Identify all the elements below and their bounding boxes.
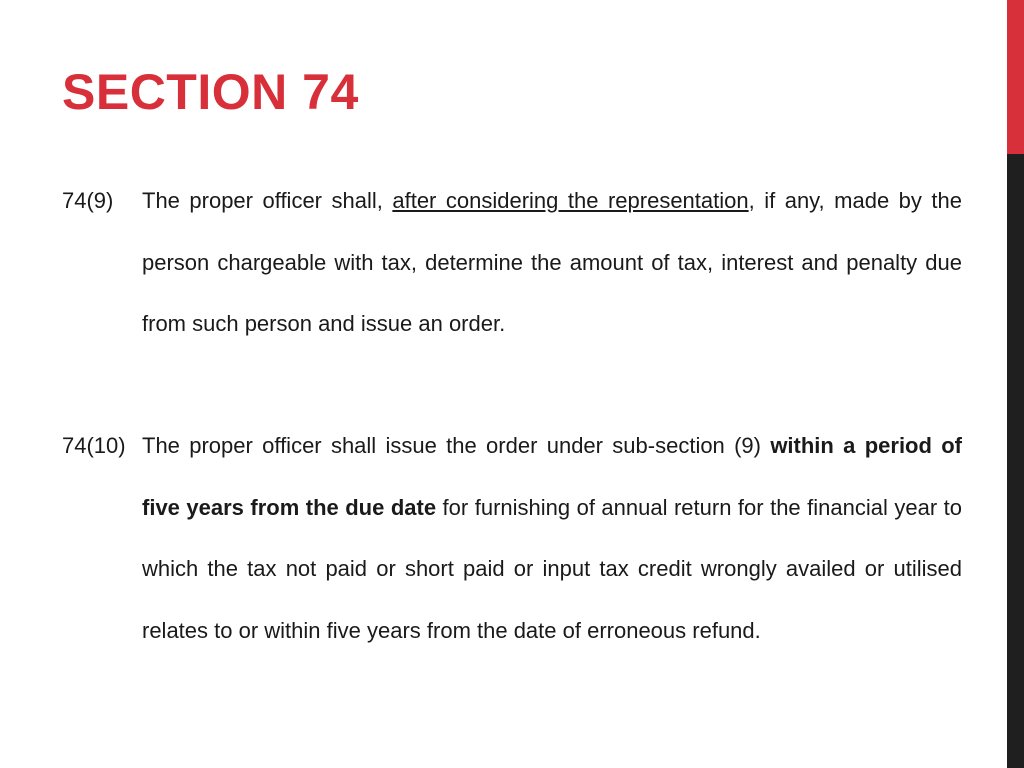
accent-bar-dark	[1007, 154, 1024, 768]
clause-number: 74(10)	[62, 433, 126, 458]
accent-bar-red	[1007, 0, 1024, 154]
clause-text-underlined: after considering the representation	[392, 188, 749, 213]
slide-title: SECTION 74	[62, 64, 359, 120]
clause-text	[142, 415, 962, 661]
clause-text-bold: within a period of five years from the due date	[142, 433, 963, 520]
clause-text	[142, 170, 962, 355]
clause-text-segment: , if any, made by the person chargeable with tax, determine the amount of tax, interest and penalty due from such person and issue an order.	[142, 188, 962, 336]
clause-text-segment: The proper officer shall issue the order under sub-section (9)	[142, 433, 771, 458]
clause-number: 74(9)	[62, 188, 114, 213]
clause-text-segment: for furnishing of annual return for the financial year to which the tax not paid or short paid or input tax credit wrongly availed or utilised relates to or within five years from the date of erroneous refund.	[142, 494, 962, 643]
accent-bar	[1007, 0, 1024, 768]
clause-text-segment: The proper officer shall,	[142, 188, 393, 213]
